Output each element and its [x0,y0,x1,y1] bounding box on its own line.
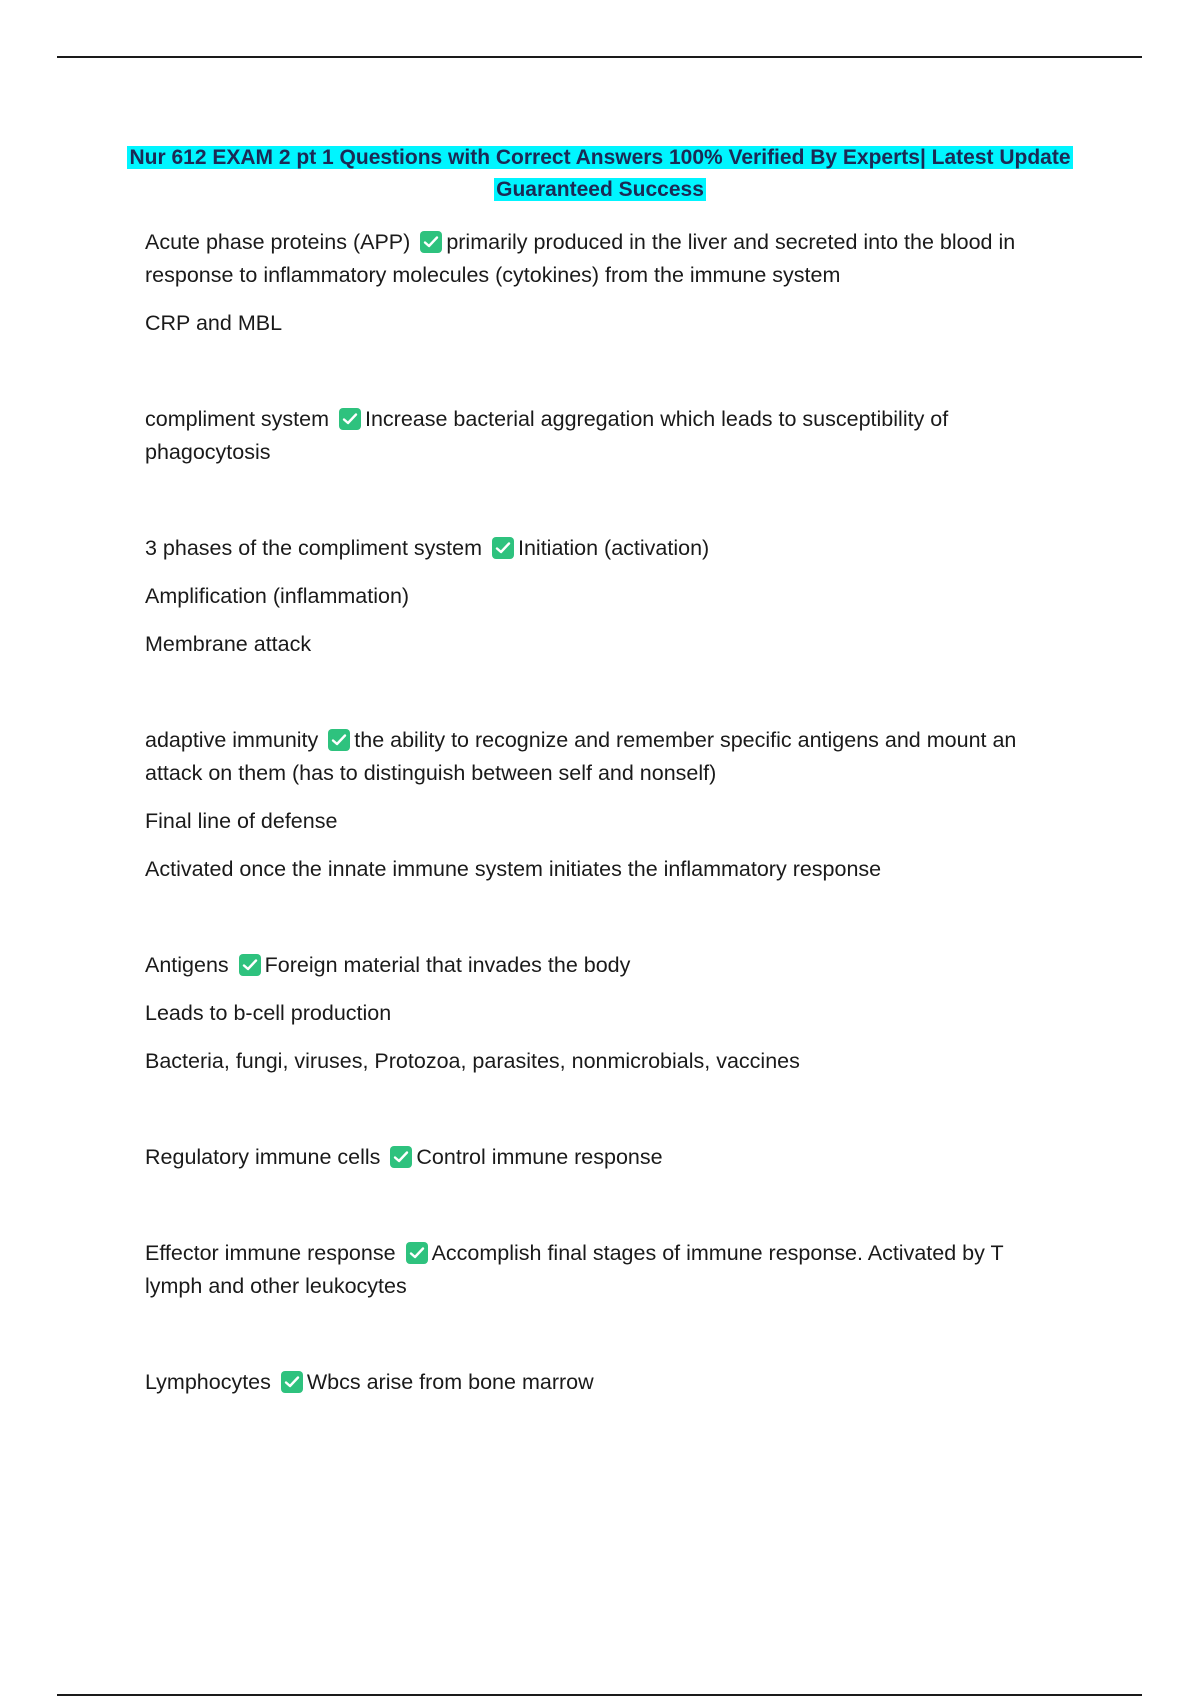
qa-extra-line: Leads to b-cell production [145,1001,392,1025]
qa-question-line [145,949,1065,982]
qa-term: Acute phase proteins (APP) [145,230,411,254]
check-icon [328,729,350,751]
document-title [100,142,1100,206]
check-icon [406,1242,428,1264]
qa-answer: primarily produced in the liver and secreted into the blood in response to inflammatory molecules (cytokines) from the immune system [145,230,1016,287]
top-rule [57,56,1142,58]
qa-answer: Accomplish final stages of immune response. Activated by T lymph and other leukocytes [145,1241,1004,1298]
qa-extra-line: Activated once the innate immune system initiates the inflammatory response [145,857,882,881]
qa-term: compliment system [145,407,329,431]
qa-term: Regulatory immune cells [145,1145,381,1169]
qa-answer: Initiation (activation) [518,536,710,560]
qa-question-line [145,532,1065,565]
qa-question-line [145,403,1065,469]
qa-entry [145,1141,1065,1174]
qa-answer: Foreign material that invades the body [264,953,631,977]
qa-term: Lymphocytes [145,1370,271,1394]
qa-answer: the ability to recognize and remember specific antigens and mount an attack on them (has to distinguish between self and nonself) [145,728,1017,785]
qa-answer: Wbcs arise from bone marrow [306,1370,594,1394]
qa-extra-line: Bacteria, fungi, viruses, Protozoa, parasites, nonmicrobials, vaccines [145,1049,800,1073]
qa-entry [145,1366,1065,1399]
qa-extra-line: Amplification (inflammation) [145,584,410,608]
qa-list [145,226,1065,1399]
qa-question-line [145,724,1065,790]
qa-answer: Increase bacterial aggregation which leads to susceptibility of phagocytosis [145,407,949,464]
qa-question-line [145,1237,1065,1303]
qa-extra-line: Final line of defense [145,809,338,833]
check-icon [281,1371,303,1393]
qa-term: 3 phases of the compliment system [145,536,482,560]
check-icon [492,537,514,559]
qa-extra-line: CRP and MBL [145,311,283,335]
qa-entry [145,949,1065,1078]
qa-entry [145,532,1065,661]
qa-term: Effector immune response [145,1241,396,1265]
check-icon [339,408,361,430]
qa-answer: Control immune response [416,1145,663,1169]
qa-question-line [145,226,1065,292]
qa-entry [145,724,1065,886]
check-icon [420,231,442,253]
title-highlight: Nur 612 EXAM 2 pt 1 Questions with Correct Answers 100% Verified By Experts| Latest Update Guaranteed Success [129,146,1071,201]
check-icon [390,1146,412,1168]
bottom-rule [57,1694,1142,1696]
qa-extra-line: Membrane attack [145,632,312,656]
qa-term: Antigens [145,953,229,977]
qa-entry [145,1237,1065,1303]
qa-entry [145,403,1065,469]
qa-term: adaptive immunity [145,728,319,752]
qa-entry [145,226,1065,340]
qa-question-line [145,1141,1065,1174]
check-icon [239,954,261,976]
qa-question-line [145,1366,1065,1399]
